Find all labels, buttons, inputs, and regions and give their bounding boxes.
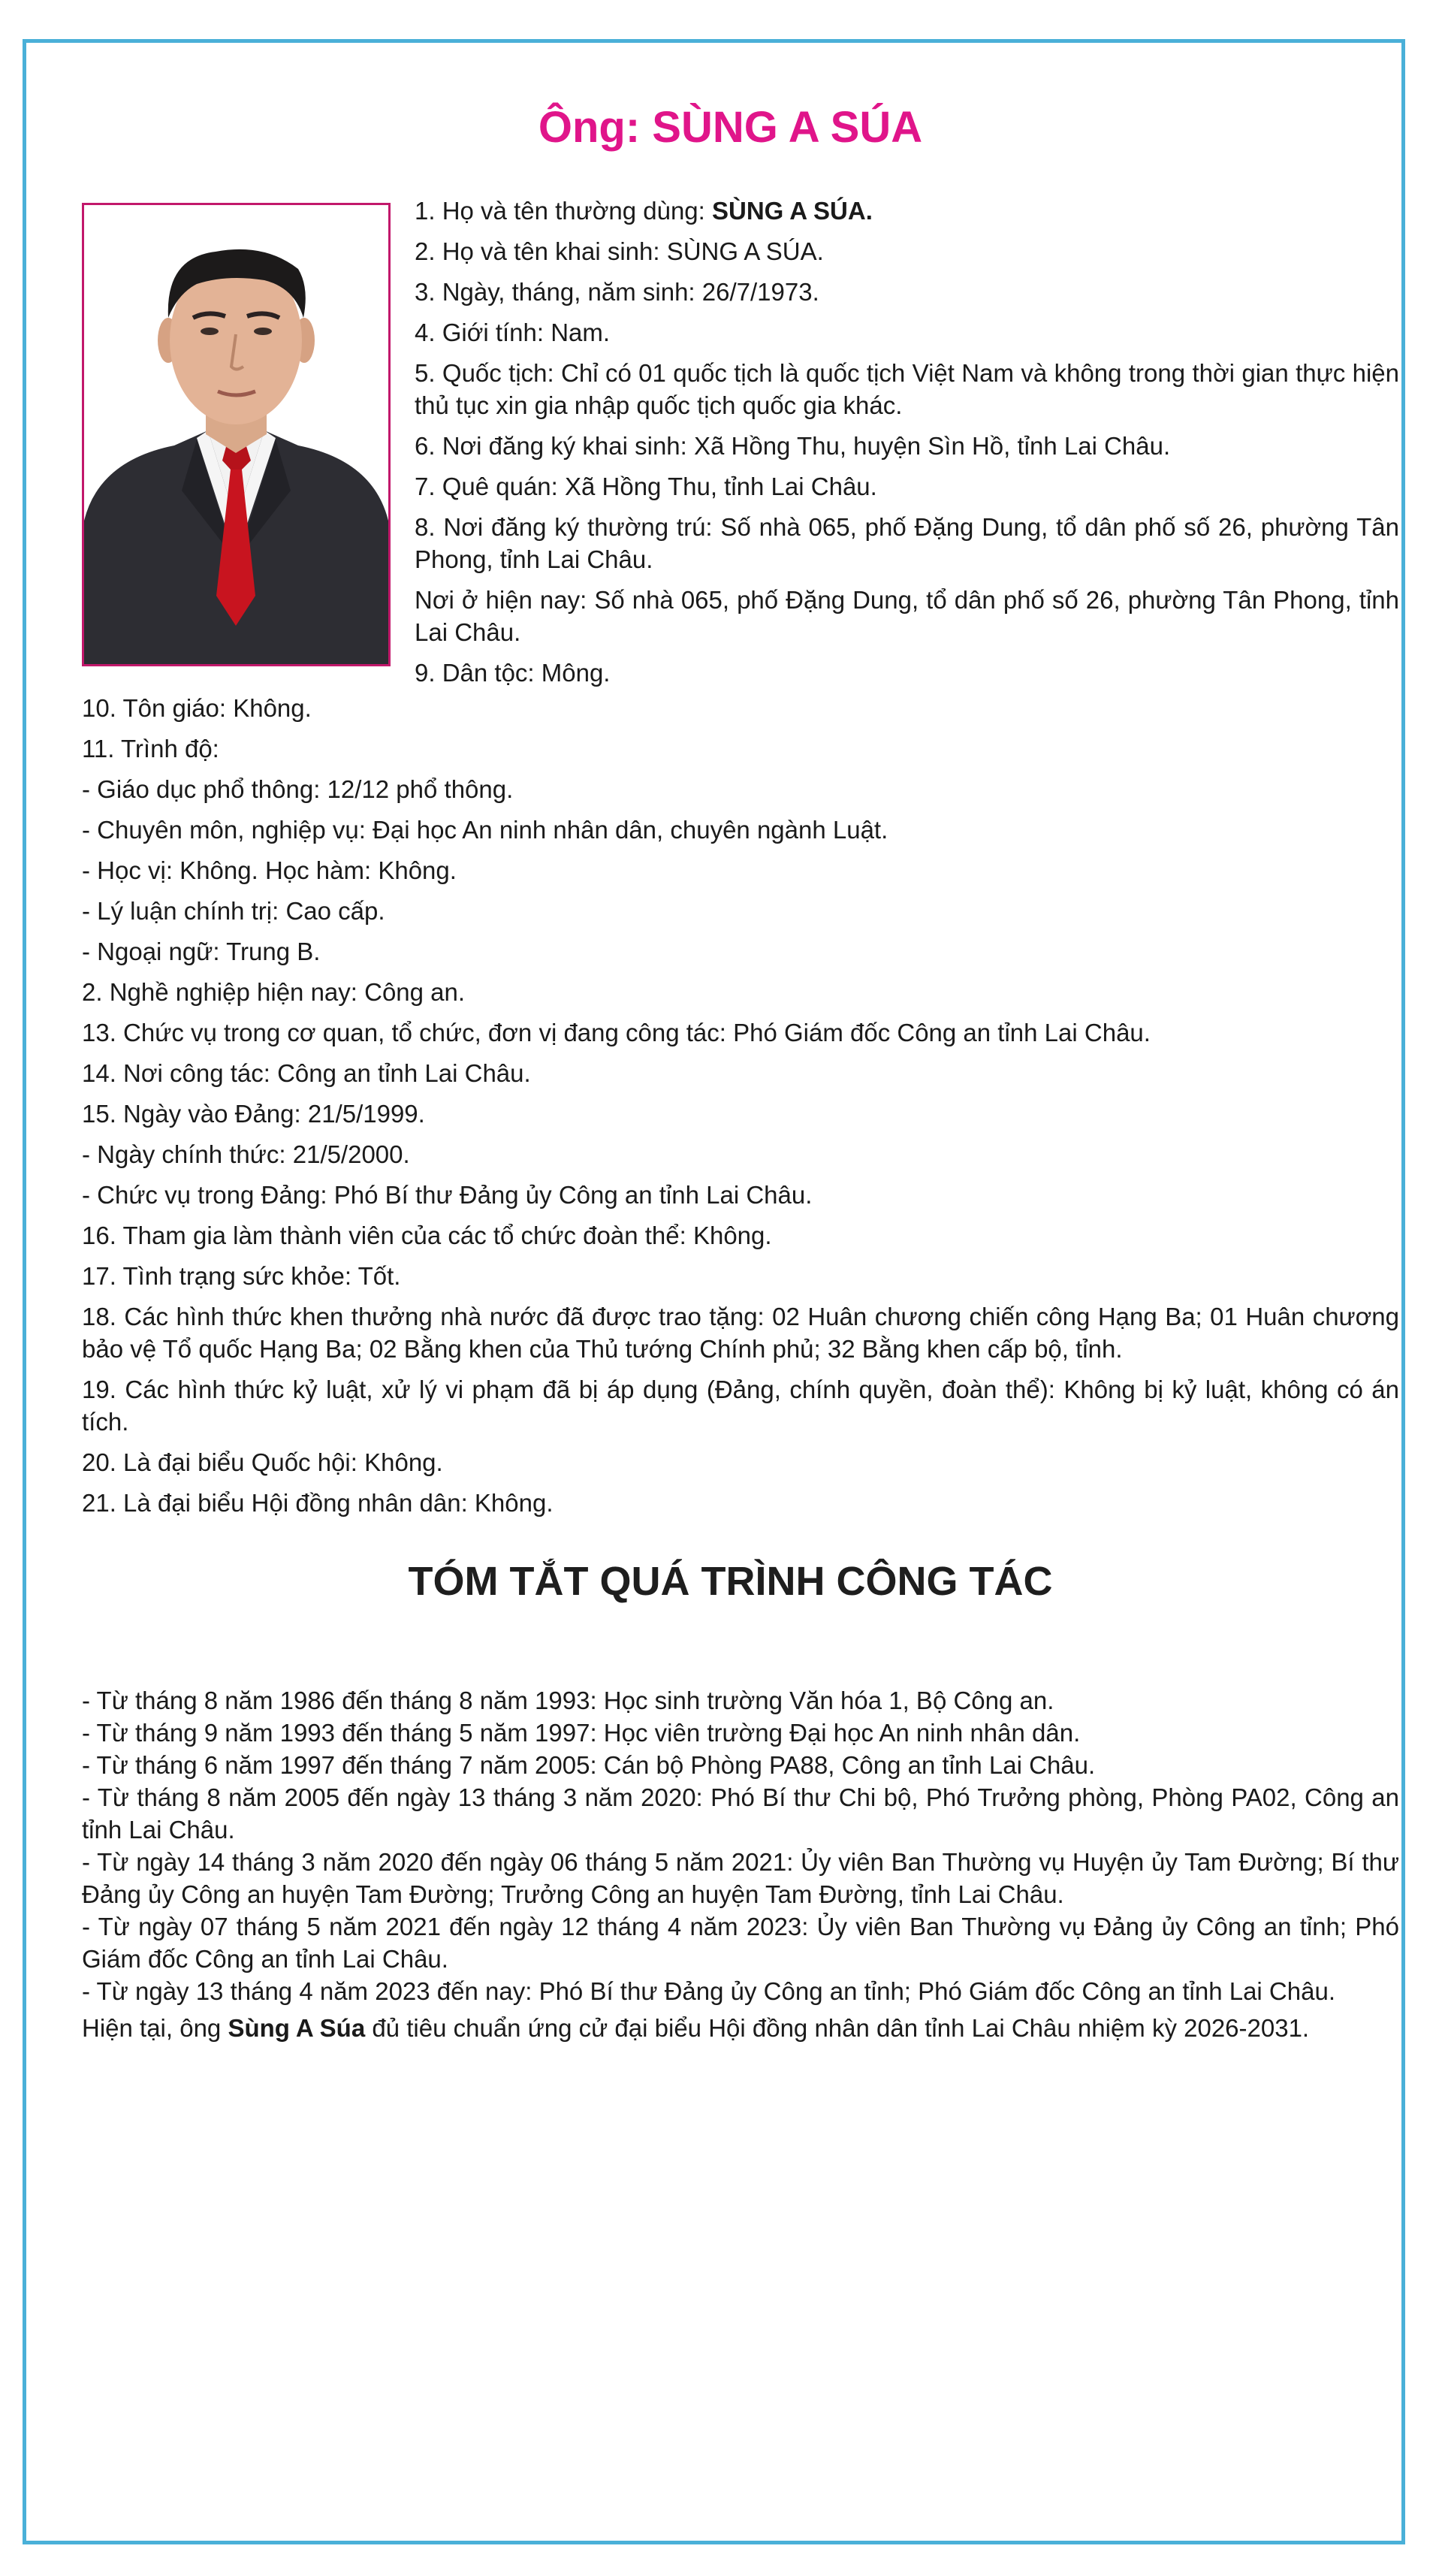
- profile-item-political-theory: - Lý luận chính trị: Cao cấp.: [82, 897, 385, 925]
- profile-item-party-position: - Chức vụ trong Đảng: Phó Bí thư Đảng ủy Công an tỉnh Lai Châu.: [82, 1181, 813, 1209]
- work-history-entry: - Từ ngày 07 tháng 5 năm 2021 đến ngày 12 tháng 4 năm 2023: Ủy viên Ban Thường vụ Đảng ủy Công an tỉnh; Phó Giám đốc Công an tỉnh Lai Châu.: [82, 1913, 1399, 1973]
- profile-item-gender: 4. Giới tính: Nam.: [415, 319, 611, 346]
- work-history-entry: - Từ tháng 9 năm 1993 đến tháng 5 năm 1997: Học viên trường Đại học An ninh nhân dân.: [82, 1719, 1081, 1747]
- conclusion-prefix: Hiện tại, ông: [82, 2014, 228, 2042]
- page-title: Ông: SÙNG A SÚA: [538, 103, 923, 152]
- work-history-entry: - Từ tháng 8 năm 2005 đến ngày 13 tháng 3 năm 2020: Phó Bí thư Chi bộ, Phó Trưởng phòng, Phòng PA02, Công an tỉnh Lai Châu.: [82, 1783, 1399, 1844]
- profile-item-organizations: 16. Tham gia làm thành viên của các tổ chức đoàn thể: Không.: [82, 1222, 772, 1249]
- profile-item-religion: 10. Tôn giáo: Không.: [82, 694, 312, 722]
- profile-item-hometown: 7. Quê quán: Xã Hồng Thu, tỉnh Lai Châu.: [415, 473, 877, 500]
- profile-item-birth-registration: 6. Nơi đăng ký khai sinh: Xã Hồng Thu, huyện Sìn Hồ, tỉnh Lai Châu.: [415, 432, 1171, 460]
- profile-item-party-join-date: 15. Ngày vào Đảng: 21/5/1999.: [82, 1100, 425, 1128]
- work-history-entry: - Từ tháng 6 năm 1997 đến tháng 7 năm 2005: Cán bộ Phòng PA88, Công an tỉnh Lai Châu.: [82, 1751, 1096, 1779]
- profile-item-workplace: 14. Nơi công tác: Công an tỉnh Lai Châu.: [82, 1059, 531, 1087]
- profile-item-specialty: - Chuyên môn, nghiệp vụ: Đại học An ninh nhân dân, chuyên ngành Luật.: [82, 816, 888, 844]
- profile-item-position: 13. Chức vụ trong cơ quan, tổ chức, đơn vị đang công tác: Phó Giám đốc Công an tỉnh Lai Châu.: [82, 1019, 1151, 1046]
- profile-item-permanent-residence: 8. Nơi đăng ký thường trú: Số nhà 065, phố Đặng Dung, tổ dân phố số 26, phường Tân Phong, tỉnh Lai Châu.: [415, 513, 1399, 573]
- profile-details-bottom: [82, 692, 1399, 1527]
- profile-details-top: [415, 195, 1399, 697]
- profile-item-current-residence: Nơi ở hiện nay: Số nhà 065, phố Đặng Dung, tổ dân phố số 26, phường Tân Phong, tỉnh Lai Châu.: [415, 586, 1399, 646]
- profile-item-degree: - Học vị: Không. Học hàm: Không.: [82, 856, 457, 884]
- profile-item-peoples-council: 21. Là đại biểu Hội đồng nhân dân: Không.: [82, 1489, 554, 1517]
- work-history-entry: - Từ ngày 13 tháng 4 năm 2023 đến nay: Phó Bí thư Đảng ủy Công an tỉnh; Phó Giám đốc Công an tỉnh Lai Châu.: [82, 1977, 1335, 2005]
- profile-item-education: 11. Trình độ:: [82, 735, 219, 763]
- common-name-label: 1. Họ và tên thường dùng:: [415, 197, 712, 225]
- profile-item-nationality: 5. Quốc tịch: Chỉ có 01 quốc tịch là quốc tịch Việt Nam và không trong thời gian thực hiện thủ tục xin gia nhập quốc tịch quốc gia khác.: [415, 359, 1399, 419]
- profile-item-occupation: 2. Nghề nghiệp hiện nay: Công an.: [82, 978, 466, 1006]
- profile-item-common-name: [415, 195, 1399, 227]
- profile-item-health: 17. Tình trạng sức khỏe: Tốt.: [82, 1262, 401, 1290]
- conclusion-suffix: đủ tiêu chuẩn ứng cử đại biểu Hội đồng nhân dân tỉnh Lai Châu nhiệm kỳ 2026-2031.: [365, 2014, 1310, 2042]
- profile-item-birth-name: 2. Họ và tên khai sinh: SÙNG A SÚA.: [415, 237, 824, 265]
- work-history-entry: - Từ tháng 8 năm 1986 đến tháng 8 năm 1993: Học sinh trường Văn hóa 1, Bộ Công an.: [82, 1687, 1054, 1714]
- profile-item-birth-date: 3. Ngày, tháng, năm sinh: 26/7/1973.: [415, 278, 819, 306]
- work-history-heading: TÓM TẮT QUÁ TRÌNH CÔNG TÁC: [408, 1559, 1053, 1604]
- work-history: [82, 1684, 1399, 2044]
- work-history-entry: - Từ ngày 14 tháng 3 năm 2020 đến ngày 06 tháng 5 năm 2021: Ủy viên Ban Thường vụ Huyện ủy Tam Đường; Bí thư Đảng ủy Công an huyện Tam Đường; Trưởng Công an huyện Tam Đường, tỉnh Lai Châu.: [82, 1848, 1399, 1908]
- page-frame: [23, 39, 1405, 2544]
- profile-item-foreign-language: - Ngoại ngữ: Trung B.: [82, 938, 321, 965]
- profile-item-awards: 18. Các hình thức khen thưởng nhà nước đã được trao tặng: 02 Huân chương chiến công Hạng Ba; 01 Huân chương bảo vệ Tổ quốc Hạng Ba; 02 Bằng khen của Thủ tướng Chính phủ; 32 Bằng khen cấp bộ, tỉnh.: [82, 1303, 1399, 1363]
- profile-item-ethnicity: 9. Dân tộc: Mông.: [415, 659, 611, 687]
- work-history-conclusion: [82, 2012, 1399, 2044]
- conclusion-name: Sùng A Súa: [228, 2014, 366, 2042]
- profile-item-party-official-date: - Ngày chính thức: 21/5/2000.: [82, 1140, 410, 1168]
- profile-item-national-assembly: 20. Là đại biểu Quốc hội: Không.: [82, 1448, 443, 1476]
- common-name-value: SÙNG A SÚA.: [711, 197, 873, 225]
- profile-item-discipline: 19. Các hình thức kỷ luật, xử lý vi phạm đã bị áp dụng (Đảng, chính quyền, đoàn thể): Không bị kỷ luật, không có án tích.: [82, 1376, 1399, 1436]
- candidate-portrait: [82, 203, 391, 666]
- profile-item-general-education: - Giáo dục phổ thông: 12/12 phổ thông.: [82, 775, 514, 803]
